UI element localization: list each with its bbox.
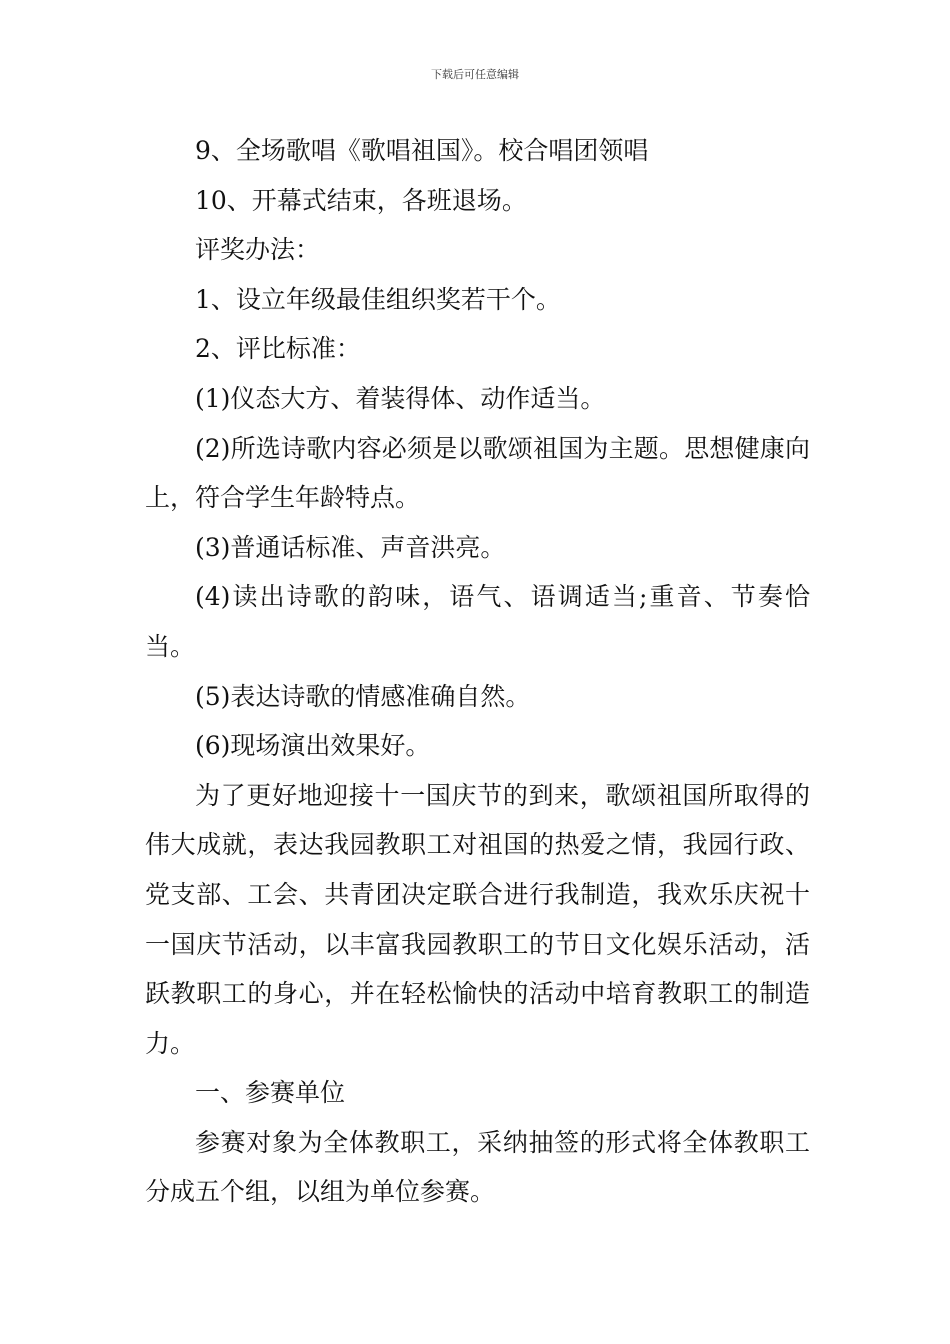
paragraph-item-10: 10、开幕式结束，各班退场。 bbox=[195, 185, 527, 215]
paragraph-award-2: 2、评比标准： bbox=[195, 334, 361, 364]
paragraph-criterion-4: (4)读出诗歌的韵味，语气、语调适当;重音、节奏恰当。 bbox=[145, 582, 810, 661]
paragraph-criterion-2: (2)所选诗歌内容必须是以歌颂祖国为主题。思想健康向上，符合学生年龄特点。 bbox=[145, 433, 810, 513]
paragraph-intro: 为了更好地迎接十一国庆节的到来，歌颂祖国所取得的伟大成就，表达我园教职工对祖国的热爱之情，我园行政、党支部、工会、共青团决定联合进行我制造，我欢乐庆祝十一国庆节活动，以丰富我园教职工的节日文化娱乐活动，活跃教职工的身心，并在轻松愉快的活动中培育教职工的制造力。 bbox=[145, 780, 810, 1058]
paragraph-participants: 参赛对象为全体教职工，采纳抽签的形式将全体教职工分成五个组，以组为单位参赛。 bbox=[145, 1127, 810, 1207]
paragraph-item-9: 9、全场歌唱《歌唱祖国》。校合唱团领唱 bbox=[195, 136, 649, 165]
paragraph-award-1: 1、设立年级最佳组织奖若干个。 bbox=[195, 284, 561, 314]
page-header-note: 下载后可任意编辑 bbox=[431, 68, 519, 81]
paragraph-criterion-5: (5)表达诗歌的情感准确自然。 bbox=[195, 681, 531, 711]
paragraph-criterion-6: (6)现场演出效果好。 bbox=[195, 731, 431, 761]
paragraph-criterion-1: (1)仪态大方、着装得体、动作适当。 bbox=[195, 383, 606, 413]
paragraph-award-heading: 评奖办法： bbox=[195, 235, 321, 265]
paragraph-section-heading: 一、参赛单位 bbox=[195, 1078, 346, 1108]
document-body bbox=[145, 126, 810, 1217]
paragraph-criterion-3: (3)普通话标准、声音洪亮。 bbox=[195, 532, 506, 562]
